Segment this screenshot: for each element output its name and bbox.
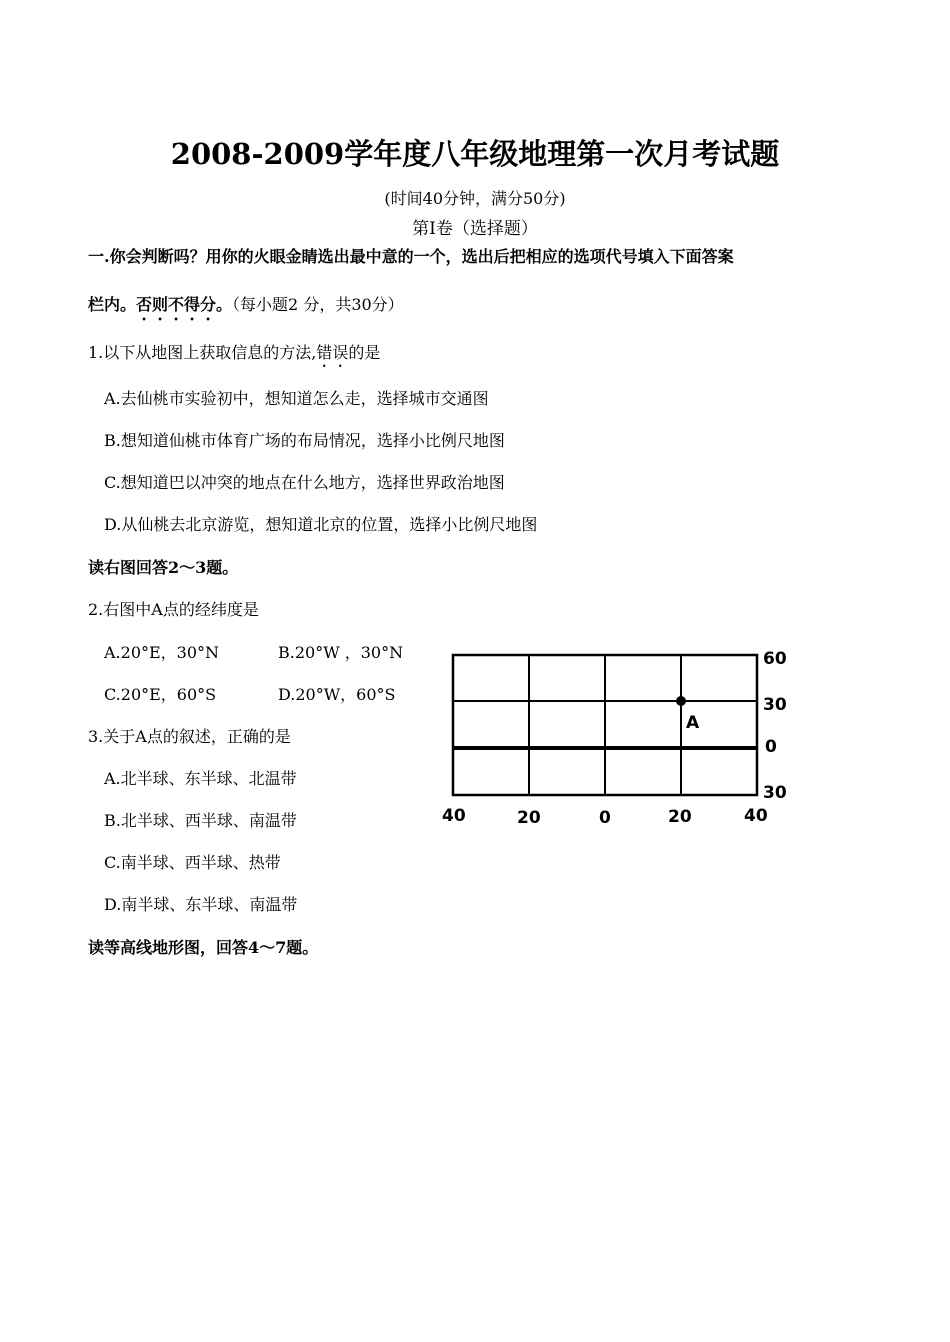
question-1-stem — [88, 340, 380, 371]
question-1-option-c: C.想知道巴以冲突的地点在什么地方，选择世界政治地图 — [104, 473, 505, 492]
lon-label-40e: 40 — [744, 806, 768, 826]
lat-label-30n: 30 — [763, 695, 787, 715]
question-3-option-b: B.北半球、西半球、南温带 — [104, 811, 297, 830]
instructions-text-a: 栏内。 — [88, 295, 137, 314]
question-1-text-a: 1.以下从地图上获取信息的方法, — [88, 343, 317, 362]
instructions-line-2 — [88, 292, 404, 324]
read-map-instruction-2: 读等高线地形图，回答4～7题。 — [88, 938, 319, 957]
question-3-option-d: D.南半球、东半球、南温带 — [104, 895, 298, 914]
emphasis-wrong: 错误 — [316, 343, 349, 362]
question-2-option-b: B.20°W ，30°N — [278, 643, 404, 662]
question-2-option-d: D.20°W，60°S — [278, 685, 396, 704]
exam-time-score: (时间40分钟，满分50分) — [384, 189, 566, 208]
question-2-stem: 2.右图中A点的经纬度是 — [88, 600, 259, 619]
lat-lon-grid-map — [430, 640, 800, 835]
question-1-option-d: D.从仙桃去北京游览，想知道北京的位置，选择小比例尺地图 — [104, 515, 538, 534]
lat-label-60: 60 — [763, 649, 787, 669]
question-1-option-b: B.想知道仙桃市体育广场的布局情况，选择小比例尺地图 — [104, 431, 505, 450]
question-1-option-a: A.去仙桃市实验初中，想知道怎么走，选择城市交通图 — [104, 389, 489, 408]
question-2-option-c: C.20°E，60°S — [104, 685, 217, 704]
lon-label-20w: 20 — [517, 808, 541, 828]
question-2-option-a: A.20°E，30°N — [104, 643, 220, 662]
instructions-scoring: （每小题2 分，共30分） — [232, 295, 404, 314]
lon-label-0: 0 — [599, 808, 611, 828]
section-heading: 第Ⅰ卷（选择题） — [412, 219, 538, 239]
instructions-text-c: 。 — [216, 295, 233, 314]
question-3-stem: 3.关于A点的叙述，正确的是 — [88, 727, 291, 746]
lon-label-20e: 20 — [668, 807, 692, 827]
emphasis-no-score: 否则不得分 — [136, 295, 217, 314]
question-3-option-a: A.北半球、东半球、北温带 — [104, 769, 297, 788]
point-a-label: A — [686, 713, 700, 733]
lon-label-40w: 40 — [442, 806, 466, 826]
instructions-line-1: 一.你会判断吗？用你的火眼金睛选出最中意的一个，选出后把相应的选项代号填入下面答案 — [88, 247, 734, 266]
question-3-option-c: C.南半球、西半球、热带 — [104, 853, 281, 872]
read-map-instruction-1: 读右图回答2～3题。 — [88, 558, 239, 577]
lat-label-0: 0 — [765, 737, 777, 757]
page-title: 2008-2009学年度八年级地理第一次月考试题 — [170, 137, 780, 171]
question-1-text-c: 的是 — [348, 343, 381, 362]
point-a-marker — [676, 696, 686, 706]
lat-label-30s: 30 — [763, 783, 787, 803]
